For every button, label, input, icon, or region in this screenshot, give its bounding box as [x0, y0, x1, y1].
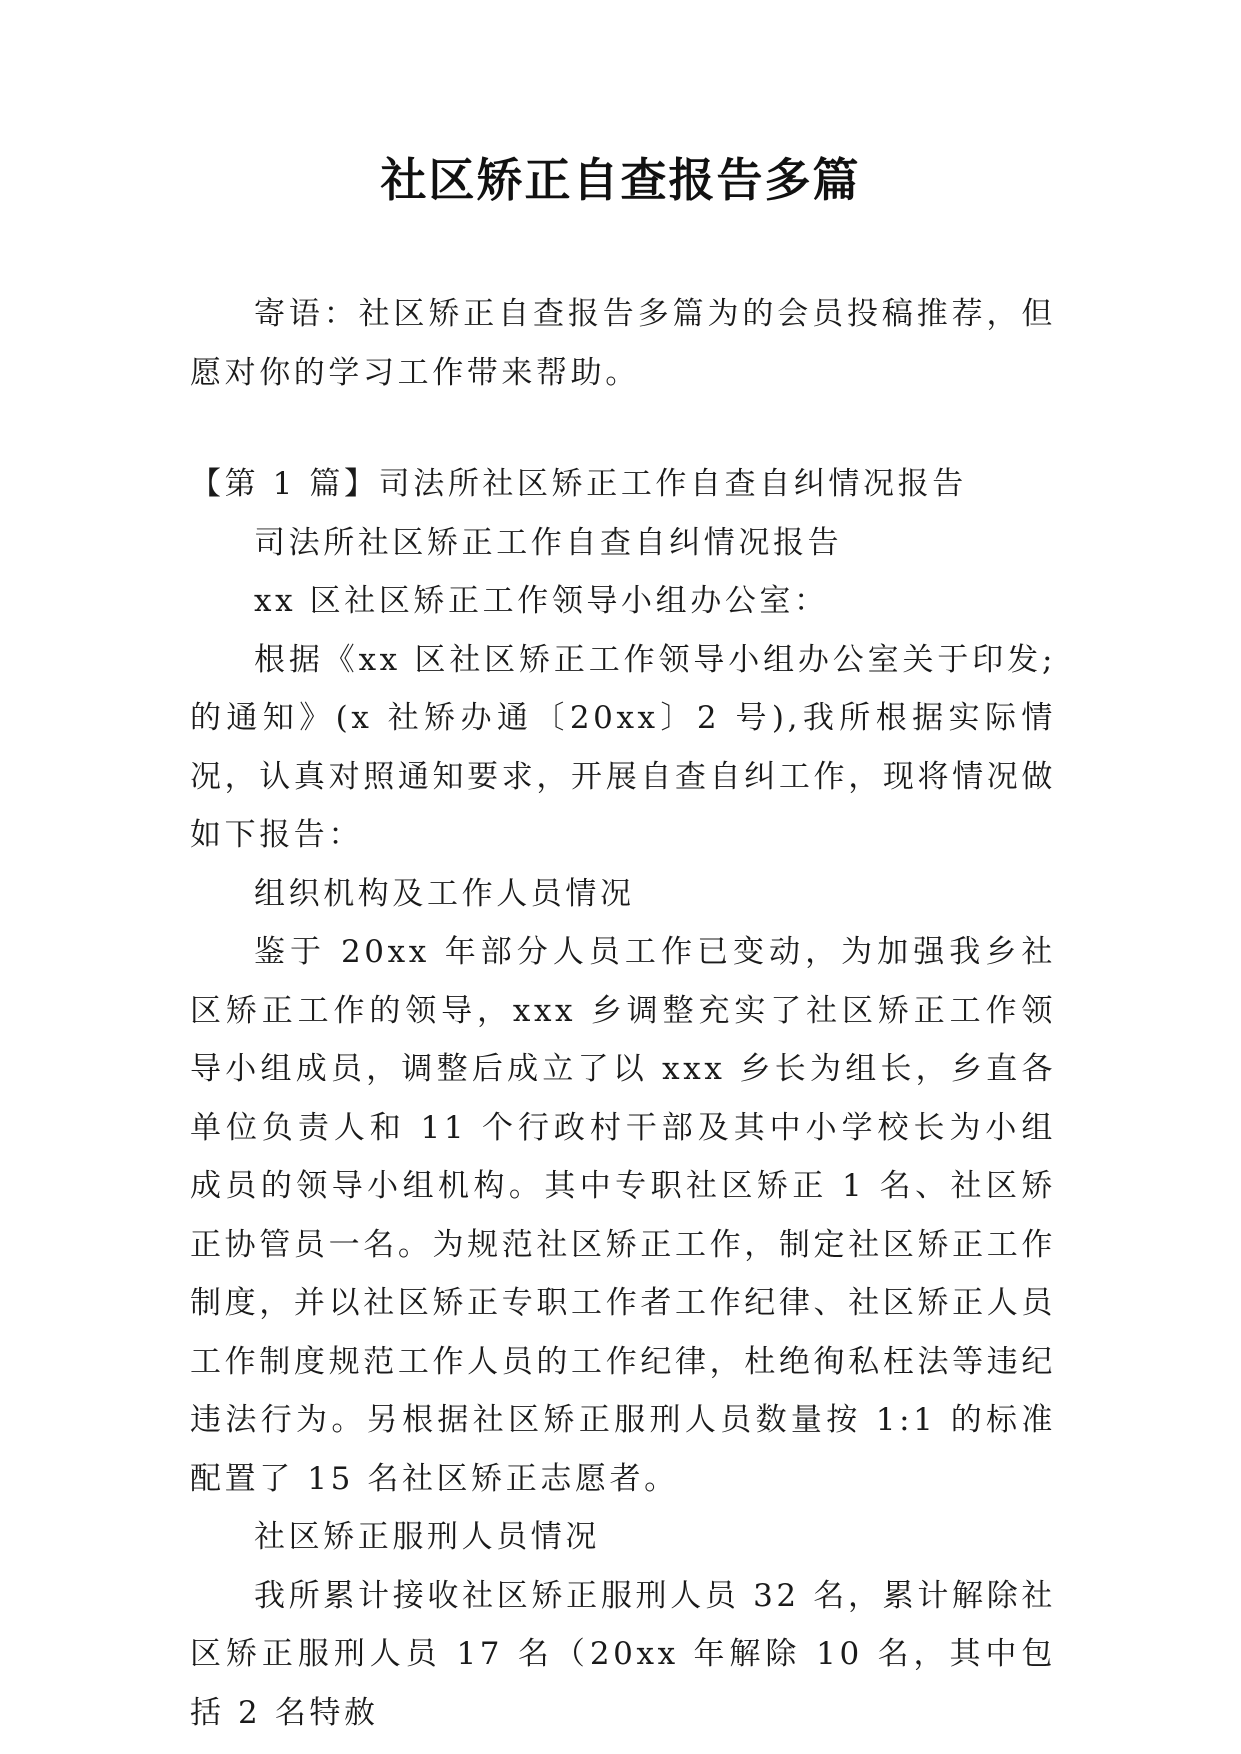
subheading: 组织机构及工作人员情况: [254, 875, 635, 912]
body-paragraph: 鉴于 20xx 年部分人员工作已变动，为加强我乡社区矫正工作的领导，xxx 乡调整充实了社区矫正工作领导小组成员，调整后成立了以 xxx 乡长为组长，乡直各单位负责人和 11 个行政村干部及其中小学校长为小组成员的领导小组机构。其中专职社区矫正 1 名、社区矫正协管员一名。为规范社区矫正工作，制定社区矫正工作制度，并以社区矫正专职工作者工作纪律、社区矫正人员工作制度规范工作人员的工作纪律，杜绝徇私枉法等违纪违法行为。另根据社区矫正服刑人员数量按 1:1 的标准配置了 15 名社区矫正志愿者。: [190, 934, 1056, 1497]
subheading: 社区矫正服刑人员情况: [254, 1519, 600, 1555]
document-body: [190, 455, 1056, 1742]
addressee-line: xx 区社区矫正工作领导小组办公室：: [254, 583, 829, 619]
document-title: 社区矫正自查报告多篇: [380, 153, 861, 207]
intro-block: [190, 285, 1056, 402]
body-paragraph: 我所累计接收社区矫正服刑人员 32 名，累计解除社区矫正服刑人员 17 名（20xx 年解除 10 名，其中包括 2 名特赦: [190, 1577, 1056, 1731]
section-heading: 【第 1 篇】司法所社区矫正工作自查自纠情况报告: [190, 466, 967, 502]
report-title-line: 司法所社区矫正工作自查自纠情况报告: [254, 524, 843, 561]
intro-paragraph: 寄语：社区矫正自查报告多篇为的会员投稿推荐，但愿对你的学习工作带来帮助。: [190, 296, 1056, 391]
body-paragraph: 根据《xx 区社区矫正工作领导小组办公室关于印发;的通知》(x 社矫办通〔20xx〕2 号),我所根据实际情况，认真对照通知要求，开展自查自纠工作，现将情况做如下报告：: [190, 641, 1056, 853]
